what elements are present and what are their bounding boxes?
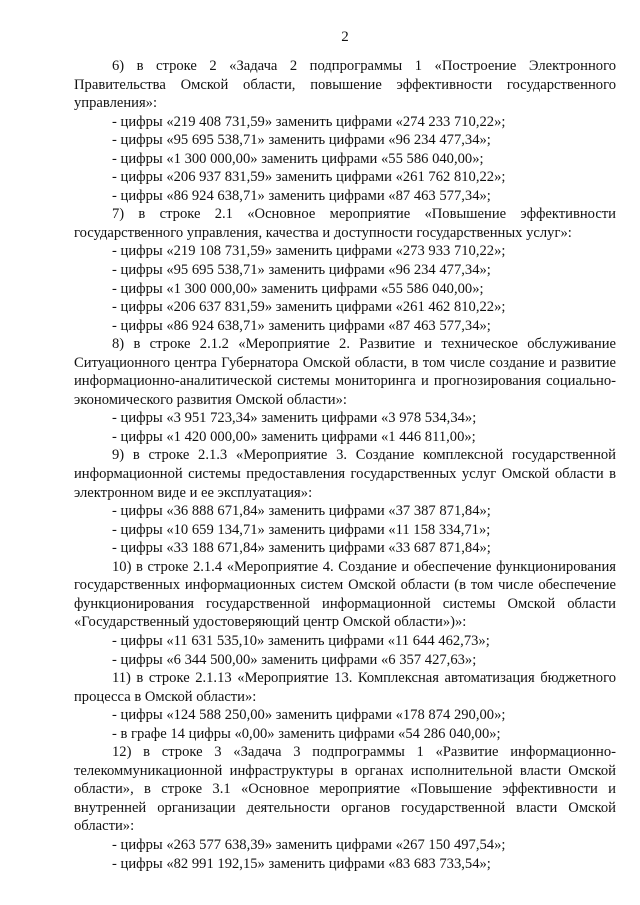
paragraph-amendment-7: 7) в строке 2.1 «Основное мероприятие «Повышение эффективности государственного управления, качества и доступности государственных услуг»: xyxy=(74,206,616,241)
list-item: - цифры «33 188 671,84» заменить цифрами «33 687 871,84»; xyxy=(112,540,491,557)
list-item: - цифры «219 408 731,59» заменить цифрами «274 233 710,22»; xyxy=(112,113,506,130)
list-item: - цифры «219 108 731,59» заменить цифрами «273 933 710,22»; xyxy=(112,243,506,260)
list-item: - цифры «263 577 638,39» заменить цифрами «267 150 497,54»; xyxy=(112,836,506,853)
paragraph-amendment-6: 6) в строке 2 «Задача 2 подпрограммы 1 «Построение Электронного Правительства Омской области, повышение эффективности государственного управления»: xyxy=(74,58,616,112)
list-item: - цифры «10 659 134,71» заменить цифрами «11 158 334,71»; xyxy=(112,521,491,538)
list-item: - цифры «1 300 000,00» заменить цифрами «55 586 040,00»; xyxy=(112,280,484,297)
paragraph-amendment-10: 10) в строке 2.1.4 «Мероприятие 4. Создание и обеспечение функционирования государственных информационных систем Омской области (в том числе обеспечение функционирования государственной информационной системы Омской области «Государственный удостоверяющий центр Омской области»)»: xyxy=(74,558,616,631)
list-item: - цифры «1 420 000,00» заменить цифрами «1 446 811,00»; xyxy=(112,428,476,445)
list-item: - цифры «86 924 638,71» заменить цифрами «87 463 577,34»; xyxy=(112,317,491,334)
paragraph-amendment-12: 12) в строке 3 «Задача 3 подпрограммы 1 «Развитие информационно-телекоммуникационной инфраструктуры в органах исполнительной власти Омской области», в строке 3.1 «Основное мероприятие «Повышение эффективности и внутренней организации деятельности органов государственной власти Омской области»: xyxy=(74,744,616,835)
list-item: - цифры «206 937 831,59» заменить цифрами «261 762 810,22»; xyxy=(112,169,506,186)
list-item: - в графе 14 цифры «0,00» заменить цифрами «54 286 040,00»; xyxy=(112,725,501,742)
document-body xyxy=(74,57,616,873)
list-item: - цифры «95 695 538,71» заменить цифрами «96 234 477,34»; xyxy=(112,132,491,149)
paragraph-amendment-8: 8) в строке 2.1.2 «Мероприятие 2. Развитие и техническое обслуживание Ситуационного центра Губернатора Омской области, в том числе создание и развитие информационно-аналитической системы мониторинга и прогнозирования социально-экономического развития Омской области»: xyxy=(74,336,616,408)
page-number: 2 xyxy=(341,29,349,45)
list-item: - цифры «206 637 831,59» заменить цифрами «261 462 810,22»; xyxy=(112,299,506,316)
list-item: - цифры «6 344 500,00» заменить цифрами «6 357 427,63»; xyxy=(112,651,477,668)
list-item: - цифры «1 300 000,00» заменить цифрами «55 586 040,00»; xyxy=(112,150,484,167)
list-item: - цифры «86 924 638,71» заменить цифрами «87 463 577,34»; xyxy=(112,187,491,204)
list-item: - цифры «3 951 723,34» заменить цифрами «3 978 534,34»; xyxy=(112,410,477,427)
list-item: - цифры «95 695 538,71» заменить цифрами «96 234 477,34»; xyxy=(112,262,491,279)
list-item: - цифры «82 991 192,15» заменить цифрами «83 683 733,54»; xyxy=(112,855,491,872)
paragraph-amendment-11: 11) в строке 2.1.13 «Мероприятие 13. Комплексная автоматизация бюджетного процесса в Омской области»: xyxy=(74,670,616,705)
list-item: - цифры «11 631 535,10» заменить цифрами «11 644 462,73»; xyxy=(112,632,490,649)
list-item: - цифры «36 888 671,84» заменить цифрами «37 387 871,84»; xyxy=(112,503,491,520)
paragraph-amendment-9: 9) в строке 2.1.3 «Мероприятие 3. Создание комплексной государственной информационной системы предоставления государственных услуг Омской области в электронном виде и ее эксплуатация»: xyxy=(74,447,616,501)
list-item: - цифры «124 588 250,00» заменить цифрами «178 874 290,00»; xyxy=(112,707,506,724)
